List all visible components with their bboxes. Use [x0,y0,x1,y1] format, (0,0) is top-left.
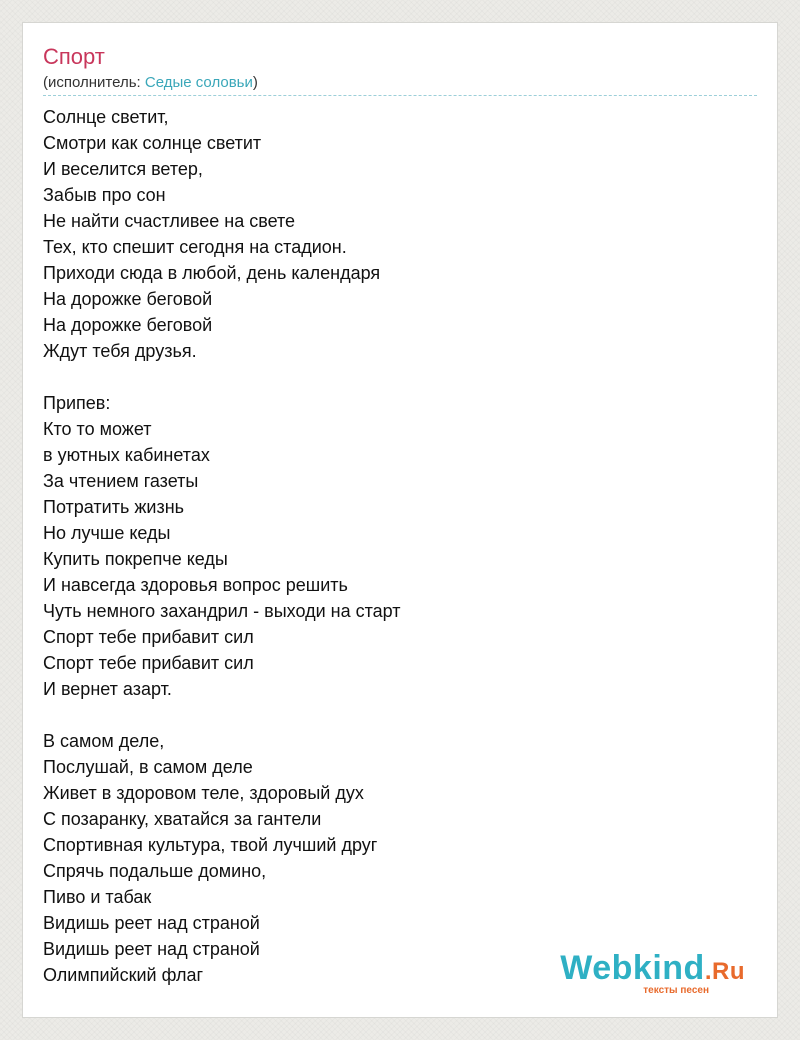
lyric-line: Послушай, в самом деле [43,757,253,777]
lyric-line: Солнце светит, [43,107,169,127]
lyric-line: За чтением газеты [43,471,199,491]
lyric-line: В самом деле, [43,731,165,751]
lyric-line: Но лучше кеды [43,523,171,543]
lyric-line: Видишь реет над страной [43,913,260,933]
lyric-line: в уютных кабинетах [43,445,210,465]
logo-tagline: тексты песен [643,985,709,996]
title-divider [43,95,757,96]
lyric-line: Не найти счастливее на свете [43,211,296,231]
song-title[interactable]: Спорт [43,44,105,69]
logo-suffix: .Ru [704,958,745,985]
lyric-line: На дорожке беговой [43,315,213,335]
lyric-line: Смотри как солнце светит [43,133,262,153]
lyric-line: Чуть немного захандрил - выходи на старт [43,601,401,621]
lyrics-text [43,104,401,988]
lyric-line: Кто то может [43,419,152,439]
lyric-line: Приходи сюда в любой, день календаря [43,263,381,283]
artist-prefix: (исполнитель: [43,74,145,91]
lyric-line: И вернет азарт. [43,679,172,699]
lyric-line: Спорт тебе прибавит сил [43,627,254,647]
lyric-line: Спорт тебе прибавит сил [43,653,254,673]
lyric-blank-line [43,702,401,728]
webkind-logo[interactable] [545,949,745,995]
lyric-line: Спортивная культура, твой лучший друг [43,835,378,855]
artist-line [43,74,258,92]
lyric-line: Припев: [43,393,111,413]
lyric-line: Спрячь подальше домино, [43,861,267,881]
artist-link[interactable]: Седые соловьи [144,74,253,91]
lyric-blank-line [43,364,401,390]
lyric-line: Видишь реет над страной [43,939,260,959]
lyric-line: Пиво и табак [43,887,152,907]
lyric-line: Купить покрепче кеды [43,549,228,569]
lyric-line: Ждут тебя друзья. [43,341,197,361]
lyric-line: Живет в здоровом теле, здоровый дух [43,783,364,803]
artist-suffix: ) [252,74,258,91]
lyric-line: И навсегда здоровья вопрос решить [43,575,348,595]
lyric-line: На дорожке беговой [43,289,213,309]
lyric-line: С позаранку, хватайся за гантели [43,809,322,829]
lyric-line: Тех, кто спешит сегодня на стадион. [43,237,347,257]
lyric-line: Олимпийский флаг [43,965,204,985]
lyric-line: Потратить жизнь [43,497,185,517]
lyrics-card [22,22,778,1018]
lyric-line: И веселится ветер, [43,159,203,179]
logo-main-text: Webkind [560,949,705,987]
lyric-line: Забыв про сон [43,185,166,205]
